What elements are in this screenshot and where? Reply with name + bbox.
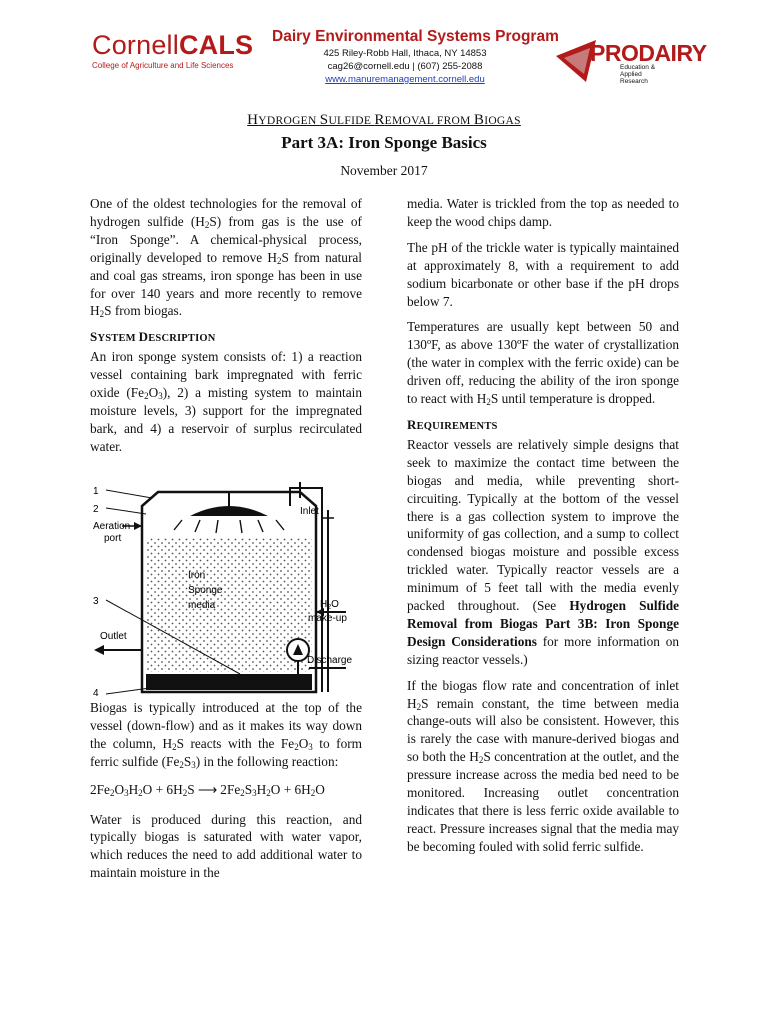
diagram-label-port: port xyxy=(104,533,122,544)
cornell-cals-subtitle: College of Agriculture and Life Sciences xyxy=(92,61,234,70)
paragraph-intro: One of the oldest technologies for the removal of hydrogen sulfide $(H_2S)$ from gas is the use of “Iron Sponge”. A chemical-physical process, originally developed to remove $H_2S$ from natural and coal gas streams, iron sponge has been in use for over 140 years and more recently to remove $H_2S$ from biogas. xyxy=(90,196,362,320)
diagram-label-media: media xyxy=(188,600,216,611)
paragraph-media: media. Water is trickled from the top as needed to keep the wood chips damp. xyxy=(407,196,679,229)
diagram-label-aeration: Aeration xyxy=(93,521,131,532)
address: 425 Riley-Robb Hall, Ithaca, NY 14853 xyxy=(323,48,487,59)
diagram-label-1: 1 xyxy=(93,486,99,497)
diagram-label-sponge: Sponge xyxy=(188,585,223,596)
document-title: HYDROGEN SULFIDE REMOVAL FROM BIOGAS xyxy=(247,112,521,128)
paragraph-system: An iron sponge system consists of: 1) a reaction vessel containing bark impregnated with ferric oxide $(Fe_2O_3)$, 2) a misting system to maintain moisture levels, 3) support for the impregnated bark, and 4) a reservoir of surplus recirculated water. xyxy=(90,349,362,454)
diagram-label-2: 2 xyxy=(93,504,99,515)
diagram-label-outlet: Outlet xyxy=(100,631,127,642)
website-link[interactable]: www.manuremanagement.cornell.edu xyxy=(325,74,485,85)
paragraph-ph: The pH of the trickle water is typically maintained at approximately 8, with a requirement to add sodium bicarbonate or other base if the pH drops below 7. xyxy=(407,239,679,309)
prodairy-logo: PRODAIRY xyxy=(590,40,707,66)
document-date: November 2017 xyxy=(340,163,428,178)
paragraph-flow-rate: If the biogas flow rate and concentration of inlet $H_2S$ remain constant, the time between media change-outs will also be consistent. However, this is rarely the case with manure-derived biogas and so both the $H_2S$ concentration at the outlet, and the pressure increase across the media bed need to be monitored. Increasing outlet concentration indicates that there is less ferric oxide available to react. Pressure increases signal that the media may be becoming fouled with solid ferric sulfide. xyxy=(407,677,679,854)
column-left-continued xyxy=(90,699,362,890)
paragraph-temperature: Temperatures are usually kept between 50 and 130ºF, as above 130ºF the water of crystallization (the water in complex with the ferric oxide) can be driven off, reducing the ability of the iron sponge to react with $H_2S$ until temperature is dropped. xyxy=(407,319,679,408)
section-heading-system-description: SYSTEM DESCRIPTION xyxy=(90,329,216,345)
contact: cag26@cornell.edu | (607) 255-2088 xyxy=(327,61,483,72)
diagram-label-iron: Iron xyxy=(188,570,206,581)
column-right xyxy=(407,195,679,864)
document-subtitle: Part 3A: Iron Sponge Basics xyxy=(281,133,487,152)
diagram-label-discharge: Discharge xyxy=(307,655,353,666)
diagram-label-3: 3 xyxy=(93,596,99,607)
diagram-label-h2o: $H_2O$ xyxy=(320,599,339,611)
paragraph-biogas-flow: Biogas is typically introduced at the top of the vessel (down-flow) and as it makes its way down the column, $H_2S$ reacts with the $Fe_2O_3$ to form ferric sulfide $(Fe_2S_3)$ in the following reaction: xyxy=(90,700,362,770)
diagram-label-4: 4 xyxy=(93,688,99,699)
diagram-label-makeup: make-up xyxy=(308,613,347,624)
program-title: Dairy Environmental Systems Program xyxy=(272,28,559,45)
cornell-cals-logo: CornellCALS xyxy=(92,30,254,60)
column-left xyxy=(90,195,362,464)
prodairy-subtitle: Education & Applied Research xyxy=(620,64,656,85)
section-heading-requirements: REQUIREMENTS xyxy=(407,416,498,432)
paragraph-water: Water is produced during this reaction, and typically biogas is saturated with water vapor, which reduces the need to add additional water to maintain moisture in the xyxy=(90,811,362,881)
iron-sponge-diagram xyxy=(90,478,368,700)
reaction-equation: $2Fe_2O_3H_2O + 6H_2S$ ⟶ $2Fe_2S_3H_2O + 6H_2O$ xyxy=(90,781,325,798)
paragraph-reactor: Reactor vessels are relatively simple designs that seek to maximize the contact time between the biogas and media, while preventing short-circuiting. Typically at the bottom of the vessel there is a gas collection system to improve the uniformity of gas collection, and a sump to collect condensed biogas moisture and possible excess trickled water. Typically reactor vessels are a minimum of 5 feet tall with the media evenly packed throughout. (See Hydrogen Sulfide Removal from Biogas Part 3B: Iron Sponge Design Considerations for more information on sizing reactor vessels.) xyxy=(407,436,679,667)
diagram-label-inlet: Inlet xyxy=(300,506,319,517)
